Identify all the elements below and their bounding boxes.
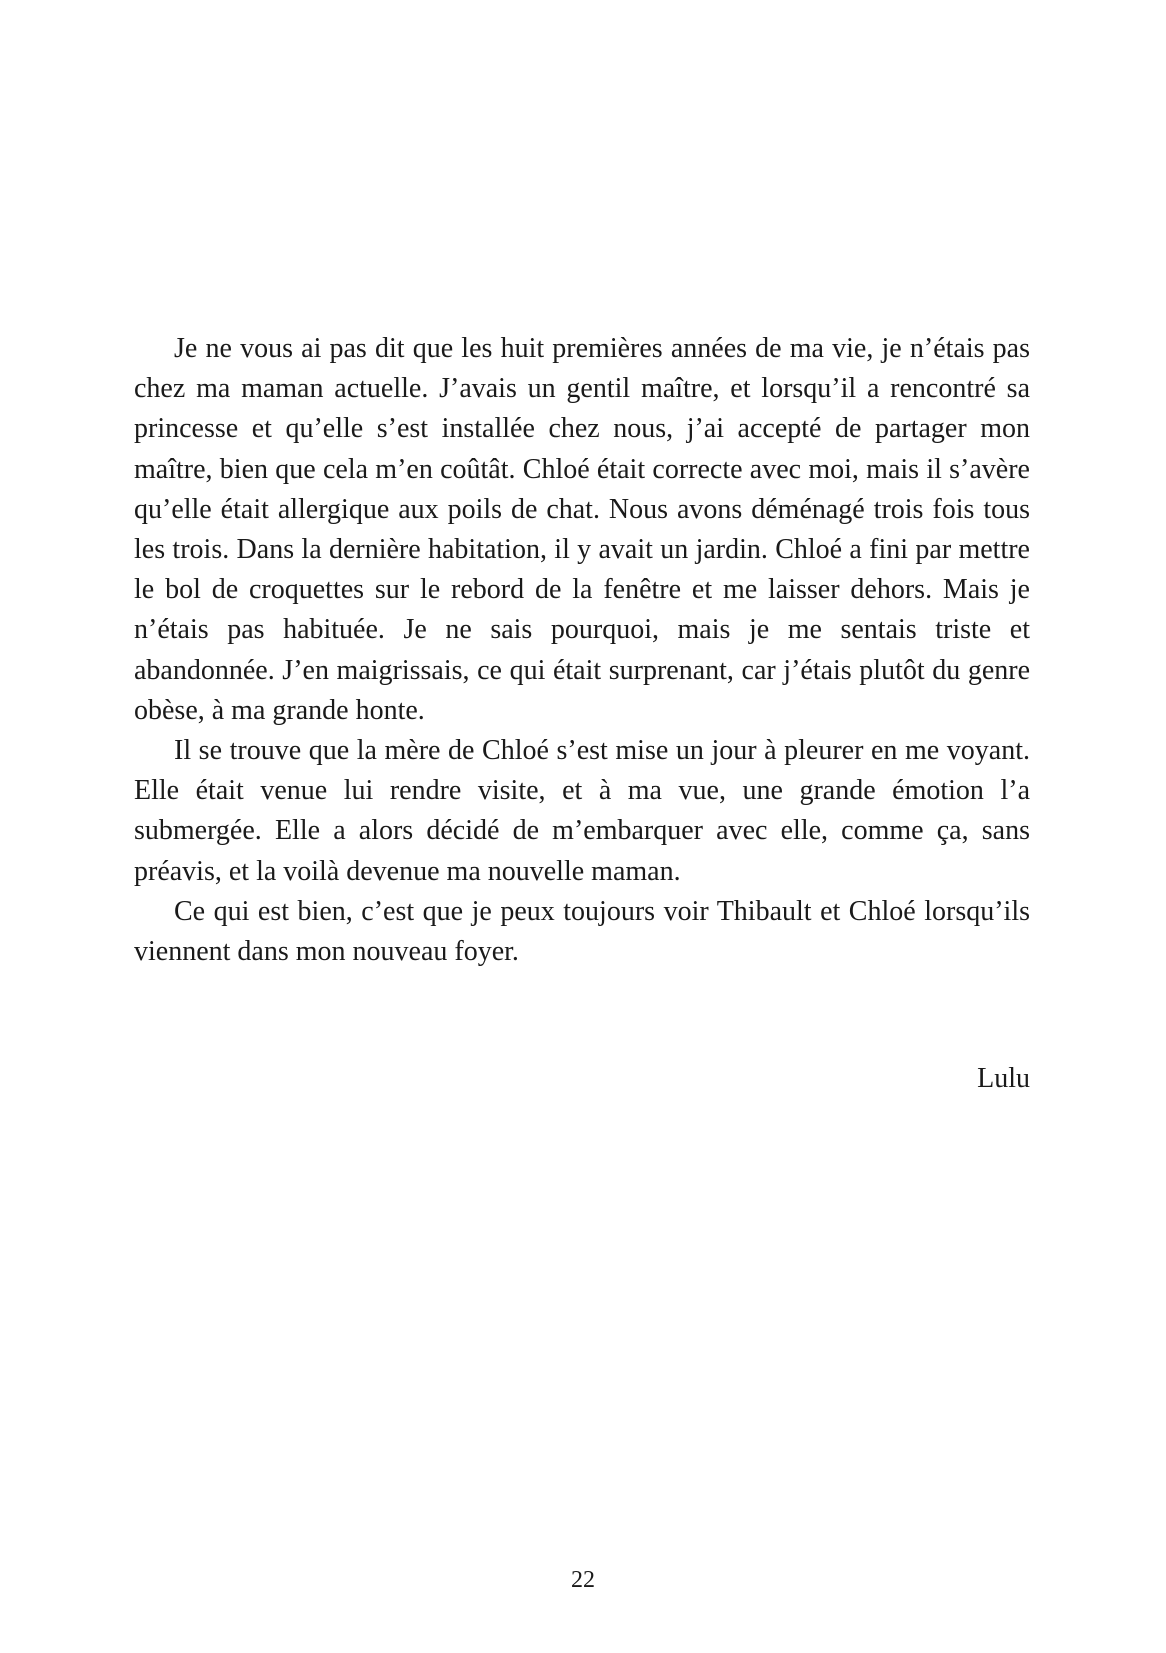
body-text xyxy=(134,329,1030,972)
signature: Lulu xyxy=(977,1063,1030,1094)
paragraph-2: Il se trouve que la mère de Chloé s’est mise un jour à pleurer en me voyant. Elle était venue lui rendre visite, et à ma vue, une grande émotion l’a submergée. Elle a alors décidé de m’embarquer avec elle, comme ça, sans préavis, et la voilà devenue ma nouvelle maman. xyxy=(134,735,1030,887)
page-number: 22 xyxy=(571,1567,595,1593)
paragraph-3: Ce qui est bien, c’est que je peux toujours voir Thibault et Chloé lorsqu’ils viennent dans mon nouveau foyer. xyxy=(134,895,1030,968)
paragraph-1: Je ne vous ai pas dit que les huit premières années de ma vie, je n’étais pas chez ma maman actuelle. J’avais un gentil maître, et lorsqu’il a rencontré sa princesse et qu’elle s’est installée chez nous, j’ai accepté de partager mon maître, bien que cela m’en coûtât. Chloé était correcte avec moi, mais il s’avère qu’elle était allergique aux poils de chat. Nous avons déménagé trois fois tous les trois. Dans la dernière habitation, il y avait un jardin. Chloé a fini par mettre le bol de croquettes sur le rebord de la fenêtre et me laisser dehors. Mais je n’étais pas habituée. Je ne sais pourquoi, mais je me sentais triste et abandonnée. J’en maigrissais, ce qui était surprenant, car j’étais plutôt du genre obèse, à ma grande honte. xyxy=(134,333,1030,726)
